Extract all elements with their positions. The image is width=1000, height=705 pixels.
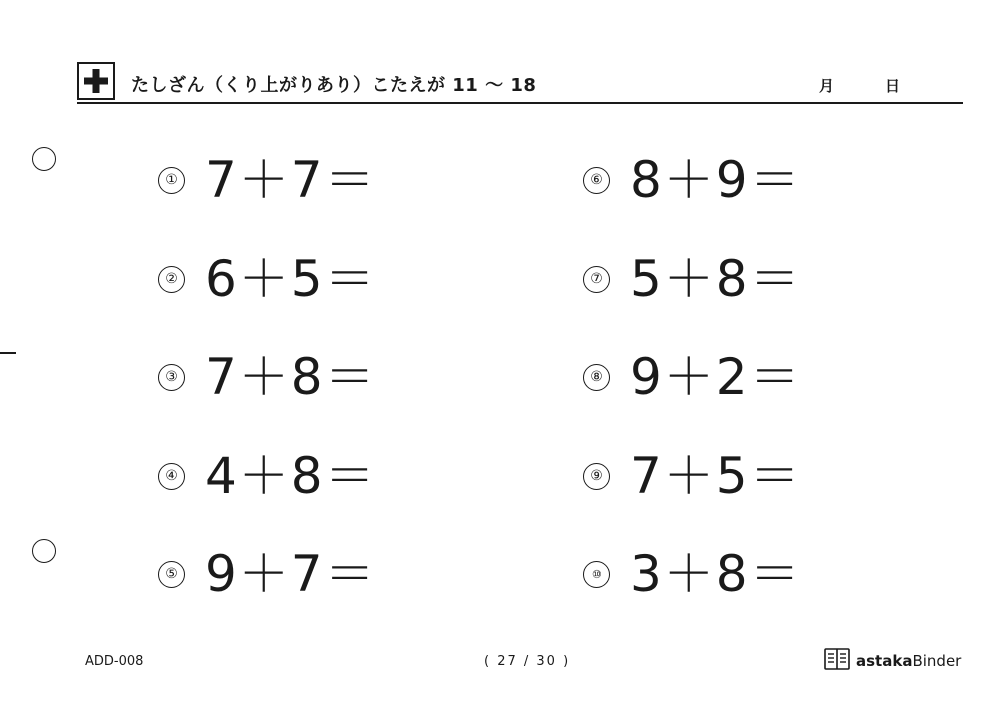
problem-8 <box>583 345 802 409</box>
problem-2 <box>158 247 377 311</box>
brand-logo <box>824 648 961 674</box>
problem-expression: 4＋8＝ <box>205 447 377 505</box>
problem-9 <box>583 444 802 508</box>
day-label: 日 <box>885 77 901 95</box>
problem-3 <box>158 345 377 409</box>
page-indicator: ( 27 / 30 ) <box>484 654 571 669</box>
problem-number: ① <box>158 167 185 194</box>
brand-name-bold: astaka <box>856 652 913 670</box>
problem-expression: 7＋8＝ <box>205 348 377 406</box>
brand-name-light: Binder <box>912 652 962 670</box>
problem-expression: 8＋9＝ <box>630 151 802 209</box>
problem-number: ③ <box>158 364 185 391</box>
worksheet-header <box>77 62 963 104</box>
problem-7 <box>583 247 802 311</box>
worksheet-title: たしざん（くり上がりあり）こたえが 11 〜 18 <box>131 75 537 96</box>
problem-4 <box>158 444 377 508</box>
plus-icon <box>77 62 115 100</box>
problem-number: ⑨ <box>583 463 610 490</box>
problem-number: ⑦ <box>583 266 610 293</box>
problem-expression: 7＋7＝ <box>205 151 377 209</box>
problem-expression: 5＋8＝ <box>630 250 802 308</box>
problem-expression: 9＋7＝ <box>205 545 377 603</box>
problem-expression: 6＋5＝ <box>205 250 377 308</box>
problem-1 <box>158 148 377 212</box>
problem-number: ② <box>158 266 185 293</box>
problem-5 <box>158 542 377 606</box>
problem-number: ⑧ <box>583 364 610 391</box>
problem-number: ④ <box>158 463 185 490</box>
problem-10 <box>583 542 802 606</box>
problem-expression: 3＋8＝ <box>630 545 802 603</box>
worksheet-code: ADD-008 <box>85 654 144 669</box>
center-mark <box>0 352 16 354</box>
problem-expression: 9＋2＝ <box>630 348 802 406</box>
binder-hole-top <box>32 147 56 171</box>
binder-book-icon <box>824 648 850 674</box>
problem-number: ⑩ <box>583 561 610 588</box>
brand-name <box>856 652 961 670</box>
problem-6 <box>583 148 802 212</box>
problem-number: ⑤ <box>158 561 185 588</box>
problem-expression: 7＋5＝ <box>630 447 802 505</box>
binder-hole-bottom <box>32 539 56 563</box>
problem-number: ⑥ <box>583 167 610 194</box>
month-label: 月 <box>819 77 835 95</box>
